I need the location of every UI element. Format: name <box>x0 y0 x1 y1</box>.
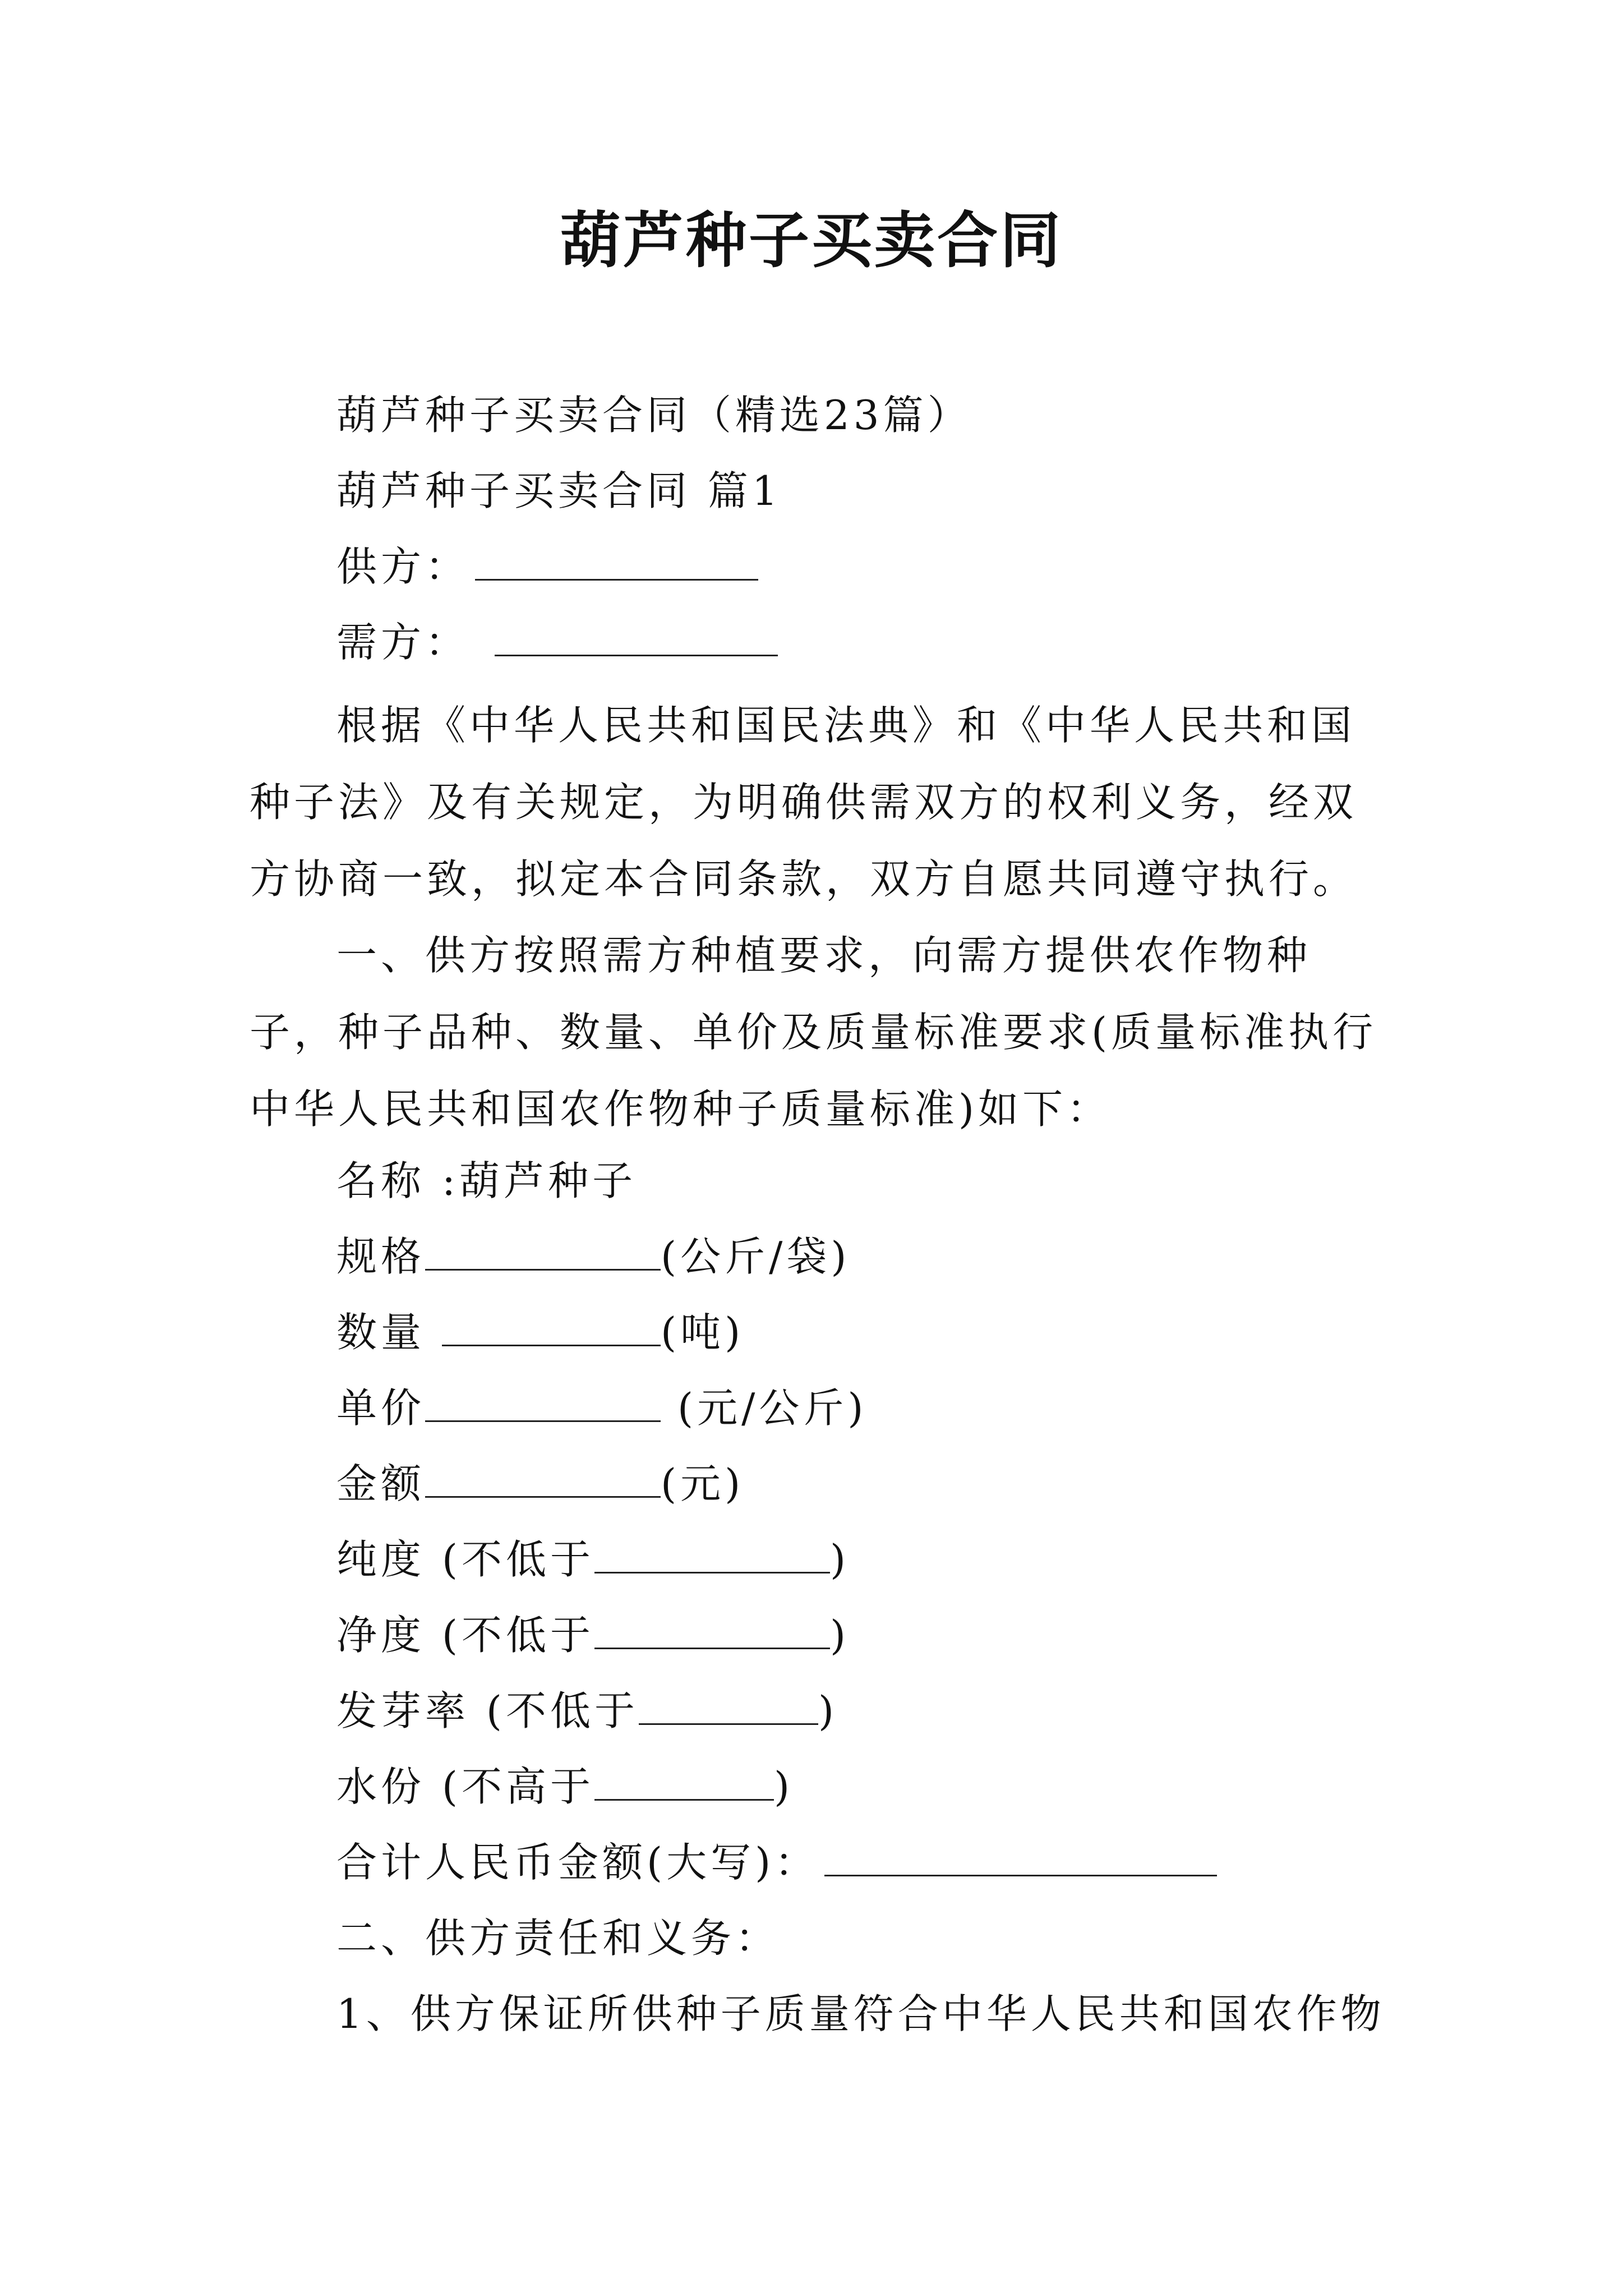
quantity-label: 数量 <box>336 1309 426 1356</box>
total-line <box>336 1834 1217 1890</box>
quantity-unit: (吨) <box>661 1309 745 1356</box>
name-line: 名称 :葫芦种子 <box>336 1157 637 1204</box>
spec-unit: (公斤/袋) <box>661 1233 851 1280</box>
amount-blank <box>425 1462 661 1498</box>
cleanliness-line <box>336 1607 850 1663</box>
moisture-line <box>336 1759 794 1815</box>
document-title: 葫芦种子买卖合同 <box>560 206 1063 276</box>
spec-label: 规格 <box>336 1233 426 1280</box>
purity-line <box>336 1531 850 1588</box>
supplier-blank <box>475 545 758 581</box>
amount-unit: (元) <box>661 1460 745 1507</box>
cleanliness-label: 净度 (不低于 <box>336 1612 594 1659</box>
section-two-heading: 二、供方责任和义务： <box>336 1915 780 1962</box>
moisture-close: ) <box>773 1763 794 1810</box>
price-line <box>336 1380 867 1436</box>
germination-line <box>336 1683 838 1739</box>
germination-blank <box>639 1690 818 1725</box>
price-unit: (元/公斤) <box>677 1384 868 1432</box>
quantity-line <box>336 1304 744 1360</box>
amount-line <box>336 1456 744 1512</box>
total-label: 合计人民币金额(大写)： <box>336 1839 819 1886</box>
buyer-label: 需方： <box>336 619 470 666</box>
supplier-label: 供方： <box>336 543 470 590</box>
supplier-line <box>336 539 758 595</box>
moisture-blank <box>594 1765 774 1801</box>
quantity-blank <box>442 1311 661 1346</box>
paragraph-clause-one: 一、供方按照需方种植要求，向需方提供农作物种子，种子品种、数量、单价及质量标准要求(质量标准执行中华人民共和国农作物种子质量标准)如下： <box>250 932 1377 1133</box>
cleanliness-close: ) <box>829 1612 850 1659</box>
cleanliness-blank <box>594 1614 830 1649</box>
amount-label: 金额 <box>336 1460 426 1507</box>
section-heading: 葫芦种子买卖合同 篇1 <box>336 467 782 514</box>
buyer-blank <box>495 621 778 656</box>
germination-close: ) <box>818 1687 838 1734</box>
spec-line <box>336 1228 850 1285</box>
spec-blank <box>425 1235 661 1271</box>
purity-close: ) <box>829 1536 850 1583</box>
price-label: 单价 <box>336 1384 426 1432</box>
document-subtitle: 葫芦种子买卖合同（精选23篇） <box>336 392 972 439</box>
buyer-line <box>336 614 778 670</box>
germination-label: 发芽率 (不低于 <box>336 1687 639 1734</box>
clause-item-one: 1、供方保证所供种子质量符合中华人民共和国农作物 <box>336 1990 1385 2037</box>
total-blank <box>824 1841 1217 1876</box>
paragraph-basis: 根据《中华人民共和国民法典》和《中华人民共和国种子法》及有关规定，为明确供需双方的权利义务，经双方协商一致，拟定本合同条款，双方自愿共同遵守执行。 <box>250 702 1358 903</box>
purity-blank <box>594 1538 830 1573</box>
purity-label: 纯度 (不低于 <box>336 1536 594 1583</box>
moisture-label: 水份 (不高于 <box>336 1763 594 1810</box>
price-blank <box>425 1387 661 1422</box>
